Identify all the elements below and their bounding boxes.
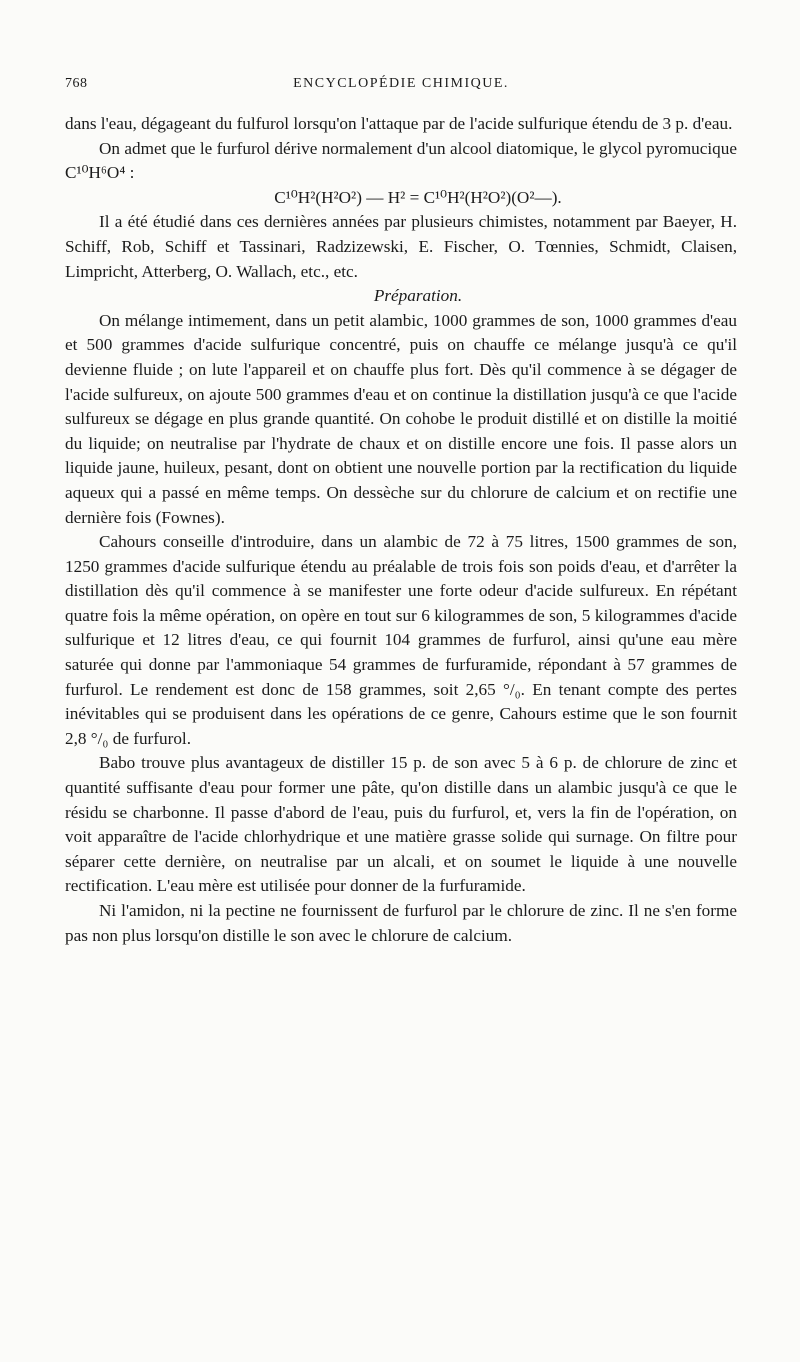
paragraph-5: Cahours conseille d'introduire, dans un alambic de 72 à 75 litres, 1500 grammes de son, 1250 grammes d'acide sulfurique étendu au préalable de trois fois son poids d'eau, et d'arrêter la distillation dès qu'il commence à se manifester une forte odeur d'acide sulfureux. En répétant quatre fois la même opération, on opère en tout sur 6 kilogrammes de son, 5 kilogrammes d'acide sulfurique et 12 litres d'eau, ce qui fournit 104 grammes de furfurol, ainsi qu'une eau mère saturée qui donne par l'ammoniaque 54 grammes de furfuramide, répondant à 57 grammes de furfurol. Le rendement est donc de 158 grammes, soit 2,65 °/₀. En tenant compte des pertes inévitables qui se produisent dans les opérations de ce genre, Cahours estime que le son fournit 2,8 °/₀ de furfurol. [65,532,737,748]
paragraph-2: On admet que le furfurol dérive normalement d'un alcool diatomique, le glycol pyromucique C¹⁰H⁶O⁴ : [65,138,737,183]
paragraph-1: dans l'eau, dégageant du fulfurol lorsqu'on l'attaque par de l'acide sulfurique étendu de 3 p. d'eau. [65,114,733,133]
paragraph-6: Babo trouve plus avantageux de distiller 15 p. de son avec 5 à 6 p. de chlorure de zinc et quantité suffisante d'eau pour former une pâte, qu'on distille dans un alambic jusqu'à ce que le résidu se charbonne. Il passe d'abord de l'eau, puis du furfurol, et, vers la fin de l'opération, on voit apparaître de l'acide chlorhydrique et une matière grasse solide qui surnage. On filtre pour séparer cette dernière, on neutralise par un alcali, et on soumet le liquide à une nouvelle rectification. L'eau mère est utilisée pour donner de la furfuramide. [65,753,737,896]
page-number: 768 [65,76,88,91]
paragraph-4: On mélange intimement, dans un petit alambic, 1000 grammes de son, 1000 grammes d'eau et 500 grammes d'acide sulfurique concentré, puis on chauffe ce mélange jusqu'à ce qu'il devienne fluide ; on lute l'appareil et on chauffe plus fort. Dès qu'il commence à se dégager de l'acide sulfureux, on ajoute 500 grammes d'eau et on continue la distillation jusqu'à ce que l'acide sulfureux se dégage en plus grande quantité. On cohobe le produit distillé et on distille la moitié du liquide; on neutralise par l'hydrate de chaux et on distille encore une fois. Il passe alors un liquide jaune, huileux, pesant, dont on obtient une nouvelle portion par la rectification du liquide aqueux qui a passé en même temps. On dessèche sur du chlorure de calcium et on rectifie une dernière fois (Fownes). [65,310,737,527]
page-header [65,76,737,98]
body-text [65,112,737,948]
formula: C¹⁰H²(H²O²) — H² = C¹⁰H²(H²O²)(O²—). [274,187,562,207]
section-heading: Préparation. [373,286,463,306]
running-title: ENCYCLOPÉDIE CHIMIQUE. [293,76,509,91]
paragraph-3: Il a été étudié dans ces dernières années par plusieurs chimistes, notamment par Baeyer, H. Schiff, Rob, Schiff et Tassinari, Radzizewski, E. Fischer, O. Tœnnies, Schmidt, Claisen, Limpricht, Atterberg, O. Wallach, etc., etc. [65,212,737,281]
paragraph-7: Ni l'amidon, ni la pectine ne fournissent de furfurol par le chlorure de zinc. Il ne s'en forme pas non plus lorsqu'on distille le son avec le chlorure de calcium. [65,901,737,945]
